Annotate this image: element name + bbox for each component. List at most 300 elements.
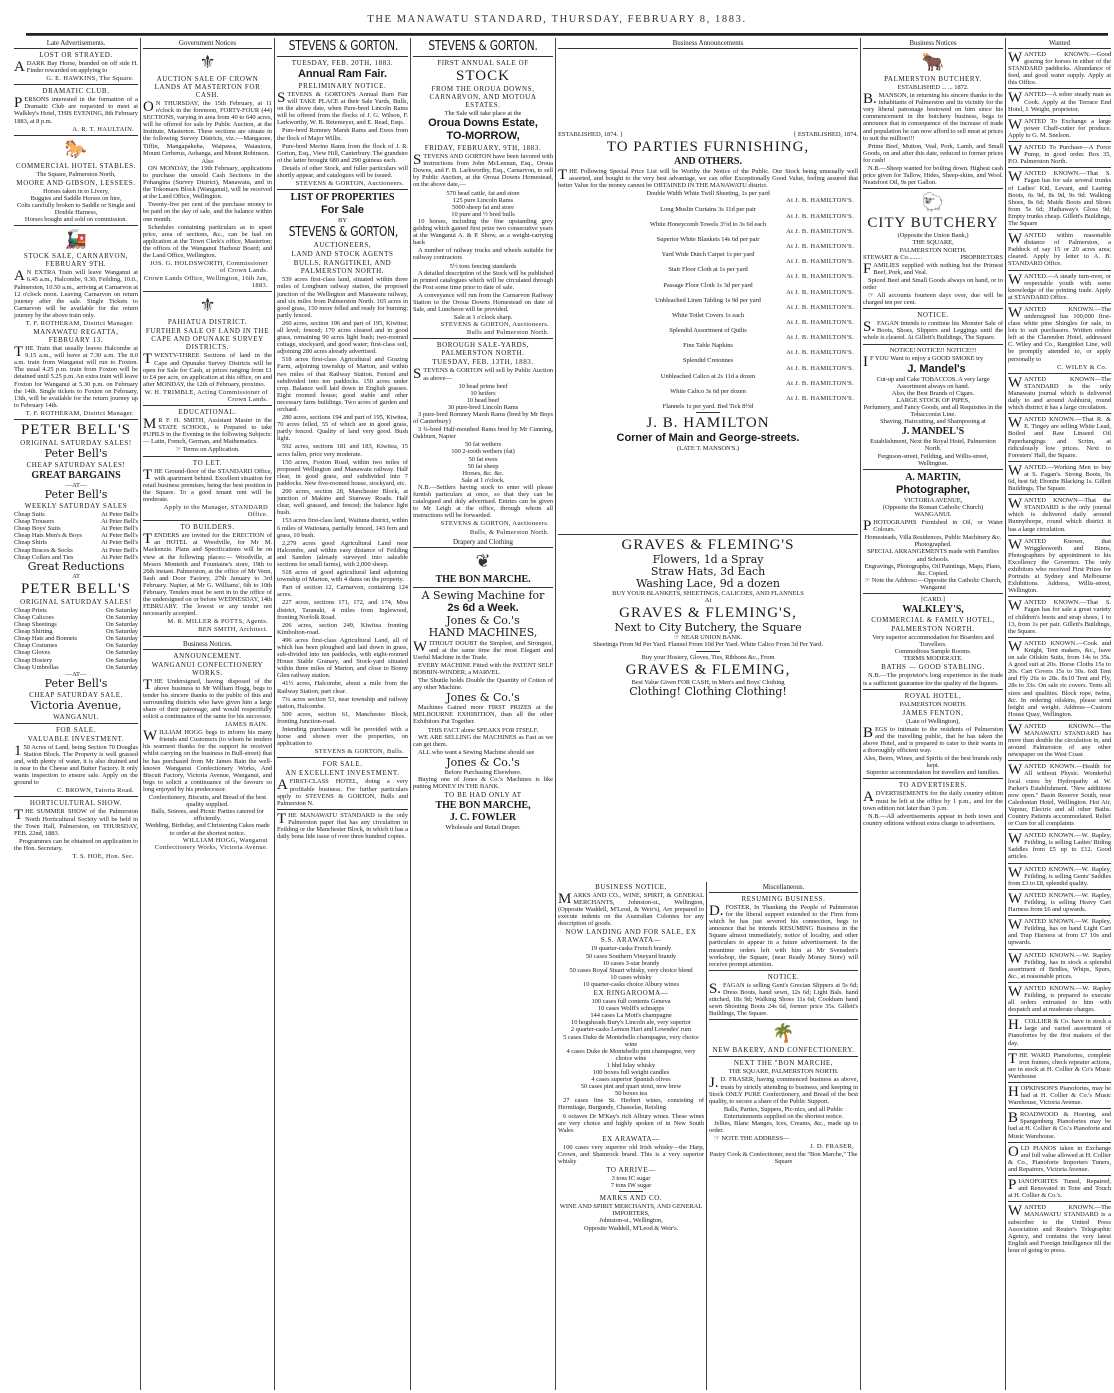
signature-line: At J. B. HAMILTON'S. xyxy=(786,303,854,311)
centered-line: 10 quarter-casks choice Albury wines xyxy=(583,980,679,988)
list-item-label: ESTABLISHED, 1874. } xyxy=(558,131,623,138)
section-header: Drapery and Clothing xyxy=(413,537,553,548)
divider-rule xyxy=(709,1056,858,1057)
centered-line: (LATE T. MANSON'S.) xyxy=(676,445,740,453)
signature-line: At J. B. HAMILTON'S. xyxy=(786,243,854,251)
advert-subheading: MANAWATU REGATTA, FEBRUARY 13. xyxy=(33,328,119,345)
body-paragraph: 10 horses, including the fine upstanding grey gelding which gained first prize two consecutive years at the Wanganui A. & P. Show, as a weight-carrying hack xyxy=(413,217,553,247)
centered-line: Superior accommodation for travellers and families. xyxy=(866,769,1000,777)
column-stevens-gorton-stock-sale xyxy=(413,38,553,831)
centered-line: Shaving, Haircutting, and Shampooing at xyxy=(880,418,986,426)
divider-rule xyxy=(709,1019,858,1020)
advert-subheading: TO ARRIVE— xyxy=(606,1166,656,1175)
list-item-label: Cheap Hats Men's & Boys xyxy=(14,532,82,540)
advert-heading: A. MARTIN, xyxy=(905,471,961,483)
body-paragraph: A number of railway trucks and wheels suitable for railway contractors xyxy=(413,247,553,262)
divider-rule xyxy=(1008,1015,1111,1016)
centered-line: Also, the Best Brands of Cigars. xyxy=(891,389,975,397)
centered-line: Balls, Parties, Suppers, Pic-nics, and all Public Entertainments supplied on the shortest notice. xyxy=(723,1105,844,1120)
centered-line: 50 fat sheep xyxy=(467,462,499,470)
divider-rule xyxy=(413,338,553,339)
body-paragraph: 496 acres first-class Agricultural Land, all of which has been ploughed and laid down in grass, sub-divided into ten paddocks, with eight-roomed House Stable Granary, and Stock-yard situated within three miles of Marton, and close to Bonny Glen railway station. xyxy=(277,636,408,680)
list-item-value: At Peter Bell's xyxy=(101,539,138,547)
centered-line: Unbleached Linen Tabling 1s 9d per yard xyxy=(655,296,761,304)
advert-subheading: PALMERSTON BUTCHERY. xyxy=(884,75,982,83)
advert-paragraph: MARKS AND CO., WINE, SPIRIT, & GENERAL MERCHANTS, Johnston-st., Wellington, (Opposite Waddell, M'Leod, & Weir's), Are prepared to execute indents on the Australian Colonies for any description of goods. xyxy=(558,891,704,928)
centered-line: 100 cases full contents Geneva xyxy=(591,998,671,1006)
advert-paragraph: WANTED KNOWN.—W. Rapley, Feilding, is selling Heavy Cart Harness from £6 and upwards. xyxy=(1008,890,1111,914)
advert-heading: THE BON MARCHE. xyxy=(435,573,531,585)
list-item-label: Cheap Gloves xyxy=(14,649,51,657)
advert-paragraph: WANTED within reasonable distance of Palmerston, a Paddock of say 15 or 20 acres area; cleared. Apply by letter to A. B. STANDARD Office. xyxy=(1008,231,1111,268)
centered-line: Yard Wide Dutch Carpet 1s per yard xyxy=(661,251,755,259)
advert-subheading: TO BUILDERS. xyxy=(180,523,235,532)
column-stevens-gorton-ram-fair xyxy=(277,38,408,841)
divider-rule xyxy=(277,757,408,758)
advert-paragraph: WANTED KNOWN—The STANDARD is the only Manawatu journal which is delivered daily to and around Ashhurst, round which district it has a large circulation. xyxy=(1008,374,1111,412)
centered-line: Sheetings From 9d Per Yard. Flannel From 10d Per Yard. White Calico From 3d Per Yard. xyxy=(593,641,823,649)
centered-line: —AT— xyxy=(65,670,87,678)
advert-subheading: DRAMATIC CLUB. xyxy=(42,87,110,96)
body-paragraph: Jellies, Blanc Manges, Ices, Creams, &c., made up to order. xyxy=(709,1119,858,1135)
advert-paragraph: THE Ground-floor of the STANDARD Office, with apartment behind. Excellent situation for retail business premises, being the best position in the Square. To a good tenant rent will be moderate. xyxy=(143,466,272,503)
advert-subheading: FROM THE OROUA DOWNS, CARNARVON, AND MOTOUA ESTATES. xyxy=(429,85,537,109)
centered-line: 10 pure and ½ bred bulls xyxy=(451,210,515,218)
centered-line: 10 hogsheads Bury's Lincoln ale, very superior xyxy=(571,1019,691,1027)
advert-subheading: VALUABLE INVESTMENT. xyxy=(27,734,125,743)
centered-line: 50 boxes tea xyxy=(615,1090,647,1098)
advert-subheading: TO LET. xyxy=(192,458,223,467)
list-item-label: Cheap Hats and Bonnets xyxy=(14,635,77,643)
advert-subheading: CHEAP SATURDAY SALE. xyxy=(29,690,123,699)
centered-line: Horses taken in to Livery, xyxy=(43,187,109,195)
blank-space xyxy=(558,51,858,131)
section-header: Business Notices xyxy=(863,38,1003,49)
centered-line: Ales, Beers, Wines, and Spirits of the best brands only kept. xyxy=(863,755,1003,770)
centered-line: 125 pure Lincoln Rams xyxy=(452,196,514,204)
advert-subheading: FURTHER SALE OF LAND IN THE CAPE AND OPUNAKE SURVEY DISTRICTS. xyxy=(145,327,270,352)
list-item-label: Cheap Braces & Socks xyxy=(14,546,73,554)
centered-line: (Opposite the Roman Catholic Church) xyxy=(882,503,984,511)
divider-rule xyxy=(1008,270,1111,271)
centered-line: 570 head cattle, fat and store xyxy=(446,189,520,197)
list-item-value: On Saturday xyxy=(105,621,138,629)
display-line: Flowers, 1d a Spray xyxy=(652,553,764,567)
divider-rule xyxy=(413,587,553,588)
list-item-label: Cheap Boys' Suits xyxy=(14,525,61,533)
display-line: Clothing! Clothing Clothing! xyxy=(629,684,787,698)
signature-line: At J. B. HAMILTON'S. xyxy=(786,334,854,342)
centered-line: Confectionery, Biscuits, and Bread of the best quality supplied. xyxy=(148,794,267,809)
centered-line: TERMS MODERATE. xyxy=(903,655,963,663)
column-late-advertisements xyxy=(14,38,138,861)
list-item-label: Cheap Shirting xyxy=(14,628,53,636)
display-line: Next to City Butchery, the Square xyxy=(614,621,802,635)
centered-line: 2 quarter-casks Lemon Hart and Lowndes' rum xyxy=(570,1026,692,1034)
signature-line: Bulls and Palmerston North. xyxy=(466,329,549,337)
list-item xyxy=(14,649,138,656)
horse-and-rider-illustration-icon: 🐎 xyxy=(64,138,88,159)
signature-line: STEVENS & GORTON, Auctioneers. xyxy=(295,180,404,188)
section-header: Business Notices. xyxy=(143,639,272,650)
centered-line: BUY YOUR BLANKETS, SHEETINGS, CALICOES, AND FLANNELS xyxy=(612,590,804,598)
sheep-illustration-icon: 🐑 xyxy=(921,192,945,213)
column-government-notices xyxy=(143,38,272,852)
centered-line: Superior White Blankets 14s 6d per pair xyxy=(656,235,760,243)
signature-line: BEN SMITH, Architect. xyxy=(198,626,268,634)
signature-line: G. E. HAWKINS, The Square. xyxy=(46,75,134,83)
list-item xyxy=(14,657,138,664)
advert-subheading: MOORE AND GIBSON, LESSEES. xyxy=(16,178,136,187)
body-paragraph: 592 acres, sections 181 and 183, Kiwitea, 15 acres fallen, price very moderate. xyxy=(277,443,408,458)
advert-subheading: TO BE HAD ONLY AT xyxy=(444,791,522,800)
divider-rule xyxy=(14,84,138,85)
advert-subheading: TO ADVERTISERS. xyxy=(898,781,968,790)
advert-paragraph: THE Undersigned, having disposed of the above business to Mr William Hogg, begs to tender his sincere thanks to the public of this and surrounding districts who have given him a large share of their patronage, and would respectfully solicit a continuance of the same for his successor. xyxy=(143,676,272,720)
body-paragraph: 280 acres, sections 194 and part of 195, Kiwitea, 70 acres felled, 55 of which are in good grass, partly fenced. Quality of land very good. Bush light. xyxy=(277,414,408,443)
section-header: Government Notices xyxy=(143,38,272,49)
list-item xyxy=(14,607,138,614)
advert-paragraph: WANTED.—A steady turn-over, or respectable youth with some knowledge of the printing trade. Apply at STANDARD Office. xyxy=(1008,271,1111,301)
centered-line: 4 cases Duke de Montebello pint champagne, very choice wine xyxy=(566,1047,696,1062)
signature-line: At J. B. HAMILTON'S. xyxy=(786,318,854,326)
advert-heading: LIST OF PROPERTIES xyxy=(290,192,395,204)
divider-rule xyxy=(1008,461,1111,462)
body-paragraph: EVERY MACHINE Fitted with the PATENT SELF BOBBIN-WINDER, a MARVEL. xyxy=(413,661,553,676)
divider-rule xyxy=(1008,229,1111,230)
signature-line: M. R. MILLER & POTTS, Agents. xyxy=(167,618,268,626)
advert-paragraph: THE SUMMER SHOW of the Palmerston North Horticultural Society will be held in the Town Hall, Palmerston, on THURSDAY, FEB. 22nd, 1883. xyxy=(14,807,138,837)
body-paragraph: 150 acres, Foxton Road, within two miles of proposed Wellington and Manawatu railway. Half clear, in good grass, and subdivided into 7 paddocks. New five-roomed house, stockyard, etc. xyxy=(277,458,408,487)
section-header: Business Announcements xyxy=(558,38,858,49)
advert-subheading: EX ARAWATA— xyxy=(602,1134,660,1143)
divider-rule xyxy=(14,135,138,136)
centered-line: Buggies and Saddle Horses on hire, xyxy=(30,194,122,202)
list-item-value: PROPRIETORS xyxy=(960,253,1003,261)
body-paragraph: 200 acres, section 28, Manchester Block, at junction of Makino and Stanway Roads. Half clear, well grassed, and fenced; the balance light bush. xyxy=(277,488,408,517)
advert-paragraph: THE WARD Pianofortes, complete iron frames, check repeater actions, are in stock at H. Collier & Co's Music Warehouse xyxy=(1008,1050,1111,1080)
list-item xyxy=(14,532,138,539)
section-header: Late Advertisements. xyxy=(14,38,138,49)
display-line: Peter Bell's xyxy=(44,488,108,502)
centered-line: Commodious Sample Rooms. xyxy=(894,648,972,656)
centered-line: Opposite Waddell, M'Leod & Weir's. xyxy=(583,1224,679,1232)
centered-line: 10 cases Wolff's schnapps xyxy=(597,1005,665,1013)
centered-line: 1 hhd Islay whisky xyxy=(606,1061,656,1069)
body-paragraph: 2,279 acres good Agricultural Land near Halcombe, and within easy distance of Feilding and Sandon (already surveyed into saleable sections for small farms), with 2,000 sheep. xyxy=(277,539,408,568)
list-item xyxy=(14,664,138,671)
advert-headline: STEVENS & GORTON, xyxy=(288,225,399,241)
advert-subheading: LAND AND STOCK AGENTS xyxy=(291,250,394,259)
centered-line: White Toilet Covers 1s each xyxy=(671,311,745,319)
centered-line: Pastry Cook & Confectioner, next the "Bon Marche," The Square xyxy=(709,1151,858,1166)
display-line: Peter Bell's xyxy=(44,447,108,460)
body-paragraph: ALL who want a Sewing Machine should see xyxy=(418,748,535,756)
advert-subheading: ORIGINAL SATURDAY SALES! xyxy=(20,439,132,447)
list-item xyxy=(14,621,138,628)
centered-line: Before Purchasing Elsewhere. xyxy=(444,768,522,776)
body-paragraph: Intending purchasers will be provided with a horse and shown over the properties, on application to xyxy=(277,726,408,748)
centered-line: White Calico 3s 6d per dozen xyxy=(670,387,746,395)
divider-rule xyxy=(1008,889,1111,890)
signature-line: At J. B. HAMILTON'S. xyxy=(786,197,854,205)
advert-subheading: AN EXCELLENT INVESTMENT. xyxy=(285,769,400,778)
divider-rule xyxy=(863,689,1003,690)
body-paragraph: ☞ NOTE THE ADDRESS— xyxy=(714,1135,790,1143)
display-headline: J. B. HAMILTON xyxy=(646,415,770,432)
centered-line: Best Value Given FOR CASH, in Men's and Boys' Clothing xyxy=(631,678,785,686)
advert-paragraph: PIANOFORTES Tuned, Repaired, and Renovated in Tone and Touch at H. Collier & Co.'s. xyxy=(1008,1177,1111,1200)
divider-rule xyxy=(863,344,1003,345)
centered-line: VICTORIA AVENUE, xyxy=(903,496,963,504)
advert-paragraph: WANTED KNOWN.—W. Rapley, Feilding, is selling Ladies' Riding Saddles from £5 up to £12. Good articles. xyxy=(1008,831,1111,861)
advert-subheading: PRELIMINARY NOTICE. xyxy=(298,82,387,90)
royal-coat-of-arms-illustration-icon: ⚜ xyxy=(199,52,216,72)
display-line: Jones & Co.'s xyxy=(446,613,520,627)
advert-paragraph: STEVENS & GORTON will sell by Public Auction as above— xyxy=(413,366,553,383)
centered-line: Passage Floor Cloth 1s 3d per yard xyxy=(663,281,753,289)
divider-rule xyxy=(863,778,1003,779)
list-item xyxy=(14,547,138,554)
advert-paragraph: WILLIAM HOGG begs to inform his many friends and Customers (to whom he tenders his warmest thanks for the support he received whilst carrying on the business in Bull-street) that he has purchased from Mr James Bain the well-known Wanganui Confectionery Works, And Biscuit Factory, Victoria Avenue, Wanganui, and begs to solicit a continuance of the favours so long enjoyed by his predecessor. xyxy=(143,728,272,793)
advert-paragraph: BEGS to intimate to the residents of Palmerston and the travelling public, that he has taken the above Hotel, and is prepared to cater to their wants in a thoroughly efficient way. xyxy=(863,724,1003,755)
advert-paragraph: STEVENS AND GORTON have been favored with instructions from John McLennan, Esq., Oroua Downs, and F. B. Larkworthy, Esq., Carnarvon, to sell by Public Auction, at the Oroua Downs Homestead, on the above date,— xyxy=(413,152,553,189)
body-paragraph: 41½ acres, Halcombe, about a mile from the Railway Station, part clear. xyxy=(277,680,408,695)
signature-line: STEVENS & GORTON, Auctioneers. xyxy=(440,520,549,528)
centered-line: 5½ tons fencing standards xyxy=(449,262,517,270)
centered-line: Engravings, Photographs, Oil Paintings, Maps, Plans, &c. Copied. xyxy=(864,562,1002,577)
list-item-label: Cheap Prints xyxy=(14,606,47,614)
list-item xyxy=(14,518,138,525)
body-paragraph: A detailed description of the Stock will be published in printed catalogues which will be circulated through the Post some time prior to date of sale. xyxy=(413,269,553,291)
body-paragraph: Details of other Stock, and fuller particulars will shortly appear, and catalogues will be issued. xyxy=(277,164,408,180)
body-paragraph: 7¼ acres section 53, near township and railway station, Halcombe. xyxy=(277,695,408,710)
list-item-label: Cheap Collars and Ties xyxy=(14,553,74,561)
advert-paragraph: WANTED KNOWN.—That R. & E. Tingey are selling White Lead, Boiled and Raw Linseed Oil Paperhangings and Scrim, at ridiculously low prices. Next to Foresters' Hall, the Square. xyxy=(1008,415,1111,459)
body-paragraph: 206 acres, section 249, Kiwitea fronting Kimbolton-road. xyxy=(277,621,408,636)
advert-paragraph: ADARK Bay Horse, branded on off side H. Finder rewarded on applying to xyxy=(14,59,138,75)
divider-rule xyxy=(863,188,1003,189)
display-line: Straw Hats, 3d Each xyxy=(650,565,766,579)
centered-line: ☞ Note the Address:—Opposite the Catholic Church, Wanganui xyxy=(864,576,1002,591)
advert-paragraph: WANTED—A sober steady man as Cook. Apply at the Terrace End Hotel, J. Weight, proprietor. xyxy=(1008,90,1111,113)
bold-display-line: J. Mandel's xyxy=(907,362,966,375)
body-paragraph: N.B.—Settlers having stock to enter will please furnish particulars at once, so that they can be catalogued and duly advertised. Entries can be given to Mr Leigh at the office, through whom all instructions will be forwarded. xyxy=(413,483,553,520)
signature-line: At J. B. HAMILTON'S. xyxy=(786,227,854,235)
advert-paragraph: WANTED KNOWN—That the STANDARD is the only journal which is delivered daily around Bunnythorpe, round which district it has a large circulation. xyxy=(1008,496,1111,533)
masthead-rule xyxy=(26,33,1108,36)
advert-paragraph: WANTED KNOWN.—W. Rapley, Feilding, is selling Gents' Saddles from £3 to £8, splendid quality. xyxy=(1008,864,1111,887)
section-business-announcements xyxy=(558,38,858,698)
centered-line: ☞ Terms on Application. xyxy=(175,446,240,454)
advert-paragraph: WANTED KNOWN.—Cook and Knight, Tent makers, &c., have on sale Oilskin Suits, from 14s to 35s. A good suit at 20s. Horse Cloths 15s to 20s. Cart Covers 15s to 30s. 6x8 Tent and Fly 26s to 28s. 8x10 Tent and Fly, 28s to 33s. On sale ric covers. Tents all sizes and qualities. Block rope, twine, &c. In ordering oilskins, please send height and weight. Address—Custom House Quay, Wellington. xyxy=(1008,638,1111,718)
body-paragraph: 539 acres first-class land, situated within three miles of Longburn railway station, the proposed junction of the Wellington and Manawatu railway, and six miles from Palmerston North. 165 acres in good grass, 150 more felled and ready for burning; partly fenced. xyxy=(277,276,408,319)
signature-line: Apply to the Manager, STANDARD Office. xyxy=(163,504,268,519)
signature-line: At J. B. HAMILTON'S. xyxy=(786,288,854,296)
display-headline: STOCK xyxy=(456,68,510,84)
newspaper-masthead: THE MANAWATU STANDARD, THURSDAY, FEBRUARY 8, 1883. xyxy=(367,14,747,25)
short-rule xyxy=(696,651,720,652)
centered-line: Balls, Soirees, and Picnic Parties catered for efficiently. xyxy=(151,808,264,823)
signature-line: At J. B. HAMILTON'S. xyxy=(786,364,854,372)
palm-tree-illustration-icon: 🌴 xyxy=(772,1023,795,1044)
column-business-notices xyxy=(863,38,1003,828)
display-headline: GRAVES & FLEMING'S, xyxy=(619,605,797,622)
signature-line: JOS. G. HOLDSWORTH, Commissioner of Crown Lands. xyxy=(150,260,268,275)
advert-heading: GREAT BARGAINS xyxy=(31,470,121,481)
centered-line: (Late of Wellington), xyxy=(906,717,960,725)
list-item xyxy=(863,254,1003,261)
centered-line: PALMERSTON NORTH. xyxy=(899,700,967,708)
advert-paragraph: S.FAGAN intends to continue his Monster Sale of Boots, Shoes, Slippers and Leggings until the whole is cleared. At Gillett's Buildings, The Square. xyxy=(863,319,1003,342)
divider-rule xyxy=(1008,1108,1111,1109)
advert-subheading: COMMERCIAL & FAMILY HOTEL, xyxy=(871,616,995,625)
divider-rule xyxy=(1008,1049,1111,1050)
advert-heading: J. MANDEL'S xyxy=(901,426,965,438)
divider-rule xyxy=(277,56,408,57)
advert-subheading: ROYAL HOTEL, xyxy=(904,691,962,700)
signature-line: At J. B. HAMILTON'S. xyxy=(786,258,854,266)
signature-line: STEVENS & GORTON, Bulls. xyxy=(314,748,404,756)
advert-paragraph: WANTED KNOWN.—The MANAWATU STANDARD has more than double the circulation in, and around Palmerston of any other newspaper on the West Coast xyxy=(1008,721,1111,759)
signature-line: At J. B. HAMILTON'S. xyxy=(786,212,854,220)
advert-subheading: CHEAP SATURDAY SALES! xyxy=(26,461,126,469)
divider-rule xyxy=(1008,982,1111,983)
column-divider xyxy=(555,38,556,1390)
list-item-label: Cheap Costumes xyxy=(14,642,58,650)
list-item-label: Cheap Calicoes xyxy=(14,613,54,621)
signature-line: At J. B. HAMILTON'S. xyxy=(786,379,854,387)
advert-subheading: BATHS — GOOD STABLING. xyxy=(881,663,985,672)
centered-line: At xyxy=(704,597,712,605)
centered-line: Splendid Assortment of Quilts xyxy=(669,327,747,335)
centered-line: Fine Table Napkins xyxy=(683,342,733,350)
list-item-value: On Saturday xyxy=(105,635,138,643)
advert-subheading: AUCTIONEERS, xyxy=(313,241,372,250)
centered-line: Sale at 1 o'clock. xyxy=(461,476,505,484)
advert-subheading: NOTICE. xyxy=(767,972,800,981)
advert-paragraph: WANTED KNOWN.—Health for All without Physic. Wonderful local cures by Hydropathy at W. Parker's Establishment. "New additions now open." Basin Reserve South, near Caledonian Hotel, Wellington. Hot Air, Vapour, Electric and all other Baths. Country Patients accommodated. Relief or Cure for all complaints xyxy=(1008,762,1111,828)
royal-coat-of-arms-illustration-icon: ⚜ xyxy=(199,295,216,316)
advert-paragraph: WANTED KNOWN.—W. Rapley Feilding, is prepared to execute all orders entrusted to him with despatch and at moderate charges. xyxy=(1008,983,1111,1014)
divider-rule xyxy=(1008,413,1111,414)
advert-subheading: ORIGINAL SATURDAY SALES! xyxy=(20,597,132,606)
body-paragraph: 500 acres, section 61, Manchester Block, fronting Junction-road. xyxy=(277,710,408,725)
centered-line: NOTICE! NOTICE!! NOTICE!!! xyxy=(889,346,977,354)
centered-line: 100 2-tooth wethers (fat) xyxy=(451,448,515,456)
list-item-label: Cheap Umbrellas xyxy=(14,663,59,671)
centered-line: Stair Floor Cloth at 1s per yard xyxy=(668,266,748,274)
divider-rule xyxy=(1008,915,1111,916)
divider-rule xyxy=(863,308,1003,309)
centered-line: Johnston-st., Wellington, xyxy=(599,1217,663,1225)
advert-subheading: EX RINGAROOMA— xyxy=(593,989,669,998)
list-item-value: At Peter Bell's xyxy=(101,518,138,526)
centered-line: Ferguson-street, Feilding, and Willis-street, Wellington. xyxy=(877,452,989,467)
advert-subheading: LOST OR STRAYED. xyxy=(39,51,113,59)
advert-subheading: BUSINESS NOTICE, xyxy=(595,883,667,891)
section-header: Wanted xyxy=(1008,38,1111,49)
advert-paragraph: PHOTOGRAPHS Furnished in Oil, or Water Colours. xyxy=(863,518,1003,535)
advert-subheading: NEXT THE "BON MARCHE, xyxy=(733,1059,834,1068)
body-paragraph: Pure-bred Merino Rams from the flock of J. R. Gorton, Esq., View Hill, Canterbury. The grandsire of the latter brought 680 and 290 guineas each. xyxy=(277,142,408,164)
signature-line: A. R. T. HAULTAIN. xyxy=(72,125,134,133)
centered-line: 144 cases La Mott's champagne xyxy=(590,1012,672,1020)
body-paragraph: 260 acres, section 196 and part of 195, Kiwitea; all level; fenced; 170 acres cleared and in good grass, remaining 90 acres light bush; two-roomed cottage, stockyard, and good water; first-class soil, adjoining 280 acres already advertised. xyxy=(277,319,408,356)
divider-rule xyxy=(143,291,272,292)
advert-headline: STEVENS & GORTON. xyxy=(288,39,399,54)
divider-rule xyxy=(1008,373,1111,374)
list-item-label: Cheap Hosiery xyxy=(14,656,53,664)
advert-paragraph: D.FOSTER, In Thanking the People of Palmerston for the liberal support extended to the Firm from which he has just severed his connection, begs to announce that he intends RESUMING Business in the Square almost immediately, notice of locality, and other particulars to appear in a future advertisement. In the meantime orders left with him at Mr Svensden's workshop, the Square, (near Ready Money Store) will receive prompt attention. xyxy=(709,903,858,968)
centered-line: BY xyxy=(338,217,347,225)
signature-line: At J. B. HAMILTON'S. xyxy=(786,349,854,357)
centered-line: Wedding, Birthday, and Christening Cakes made to order at the shortest notice. xyxy=(145,822,270,837)
centered-line: Colts carefully broken to Saddle or Single and Double Harness, xyxy=(16,202,136,217)
signature-line: JAMES BAIN. xyxy=(224,721,268,729)
signature-line: WILLIAM HOGG, Wanganui Confectionery Works, Victoria Avenue. xyxy=(154,836,268,851)
list-item xyxy=(14,642,138,649)
signature-line: C. WILEY & Co. xyxy=(1057,363,1107,371)
centered-line: LARGE STOCK OF PIPES, xyxy=(896,397,970,404)
centered-line: White Honeycomb Towels 3½d to 3s 6d each xyxy=(649,220,767,228)
advert-paragraph: WANTED Known, that Wrigglesworth and Binns, Photographers by appointment to his Excellency the Governor. The only exhibitors who received First Prizes for Portraits at Sydney and Melbourne Exhibitions. Address, Willis-street, Wellington. xyxy=(1008,536,1111,595)
centered-line: Flannels 1s per yard. Bed Tick 8½d xyxy=(662,403,754,410)
list-item-value: On Saturday xyxy=(105,663,138,671)
centered-line: 4 cases superior Spanish olives xyxy=(591,1076,671,1084)
body-paragraph: 100 cases very superior old Irish whisky—the Harp, Crown, and Shamrock brand. This is a very superior whisky xyxy=(558,1143,704,1165)
advert-paragraph: ON THURSDAY, the 15th February, at 11 o'clock in the forenoon, FORTY-FOUR (44) SECTIONS, varying in area from 40 to 640 acres, will be offered for sale by Public Auction, at the Institute, Masterton. These sections are situate in the following Survey Districts, viz.:—Mangaone, Tiffin, Mangapakeha, Waipawa, Waiauiora, Mount Cerberus, Aohanga, and Mount Robinson. xyxy=(143,99,272,157)
advert-paragraph: AFIRST-CLASS HOTEL, doing a very profitable business. For further particulars apply to STEVENS & GORTON, Bulls and Palmerston N. xyxy=(277,777,408,807)
list-item-value: { ESTABLISHED, 1874. xyxy=(793,131,858,138)
column-marks-and-co xyxy=(558,882,704,1232)
advert-paragraph: IF YOU Want to enjoy a GOOD SMOKE try xyxy=(863,353,984,370)
centered-line: Sale at 1 o'clock sharp. xyxy=(453,314,513,322)
advert-paragraph: WANTED KNOWN.—W. Rapley, Feilding, has on hand Light Cart and Trap Harness at from £7 10s and upwards. xyxy=(1008,917,1111,947)
advert-paragraph: ADVERTISEMENTS for the daily country edition must be left at the office by 1 p.m., and for the town edition not later than 3 p.m. xyxy=(863,789,1003,812)
short-rule xyxy=(696,412,720,413)
centered-line: 5000 sheep fat and store xyxy=(452,203,514,211)
bold-display-line: Photographer, xyxy=(896,483,970,496)
centered-line: Horses, &c. &c. xyxy=(462,469,504,477)
body-paragraph: 153 acres first-class land, Waituna district, within 6 miles of Waitotara, partially fenced, 143 fern and grass, 10 bush. xyxy=(277,517,409,539)
bold-display-line: Annual Ram Fair. xyxy=(297,68,388,80)
bold-display-line: Corner of Main and George-streets. xyxy=(616,432,800,445)
centered-line: 50 fat ewes xyxy=(468,455,498,463)
centered-line: Splendid Cretonnes xyxy=(682,357,734,365)
column-divider xyxy=(706,882,707,1390)
signature-line: T. F. ROTHERAM, District Manager. xyxy=(25,409,134,417)
body-paragraph: N.B.—The proprietor's long experience in the trade is a sufficient guarantee for the quality of the liquors. xyxy=(863,672,1003,687)
body-paragraph: Twenty-five per cent of the purchase money to be paid on the day of sale, and the balance within one month. xyxy=(143,201,272,223)
list-item xyxy=(558,131,858,138)
divider-rule xyxy=(1008,863,1111,864)
divider-rule xyxy=(558,534,858,535)
centered-line: 100 boxes full weight candles xyxy=(592,1068,670,1076)
display-line: Victoria Avenue, xyxy=(30,698,122,712)
list-item-label: Cheap Sheetings xyxy=(14,621,57,629)
advert-heading: AND OTHERS. xyxy=(674,156,742,168)
advert-subheading: ANNOUNCEMENT. xyxy=(173,651,242,660)
list-item-label: Cheap Trousers xyxy=(14,518,54,526)
advert-paragraph: WANTED To Exchange a large power Chaff-cutter for produce. Apply to G. M. Snelson. xyxy=(1008,116,1111,139)
display-line: Washing Lace, 9d a dozen xyxy=(636,577,780,591)
body-paragraph: Buying one of Jones & Co.'s Machines is like putting MONEY IN THE BANK. xyxy=(413,776,553,791)
signature-line: T. F. ROTHERAM, District Manager. xyxy=(25,319,134,327)
advert-subheading: NEW BAKERY, AND CONFECTIONERY. xyxy=(712,1046,855,1055)
centered-line: 7 tons IW sugar xyxy=(610,1182,652,1190)
advert-subheading: TUESDAY, FEB. 13TH, 1883. xyxy=(432,358,534,367)
